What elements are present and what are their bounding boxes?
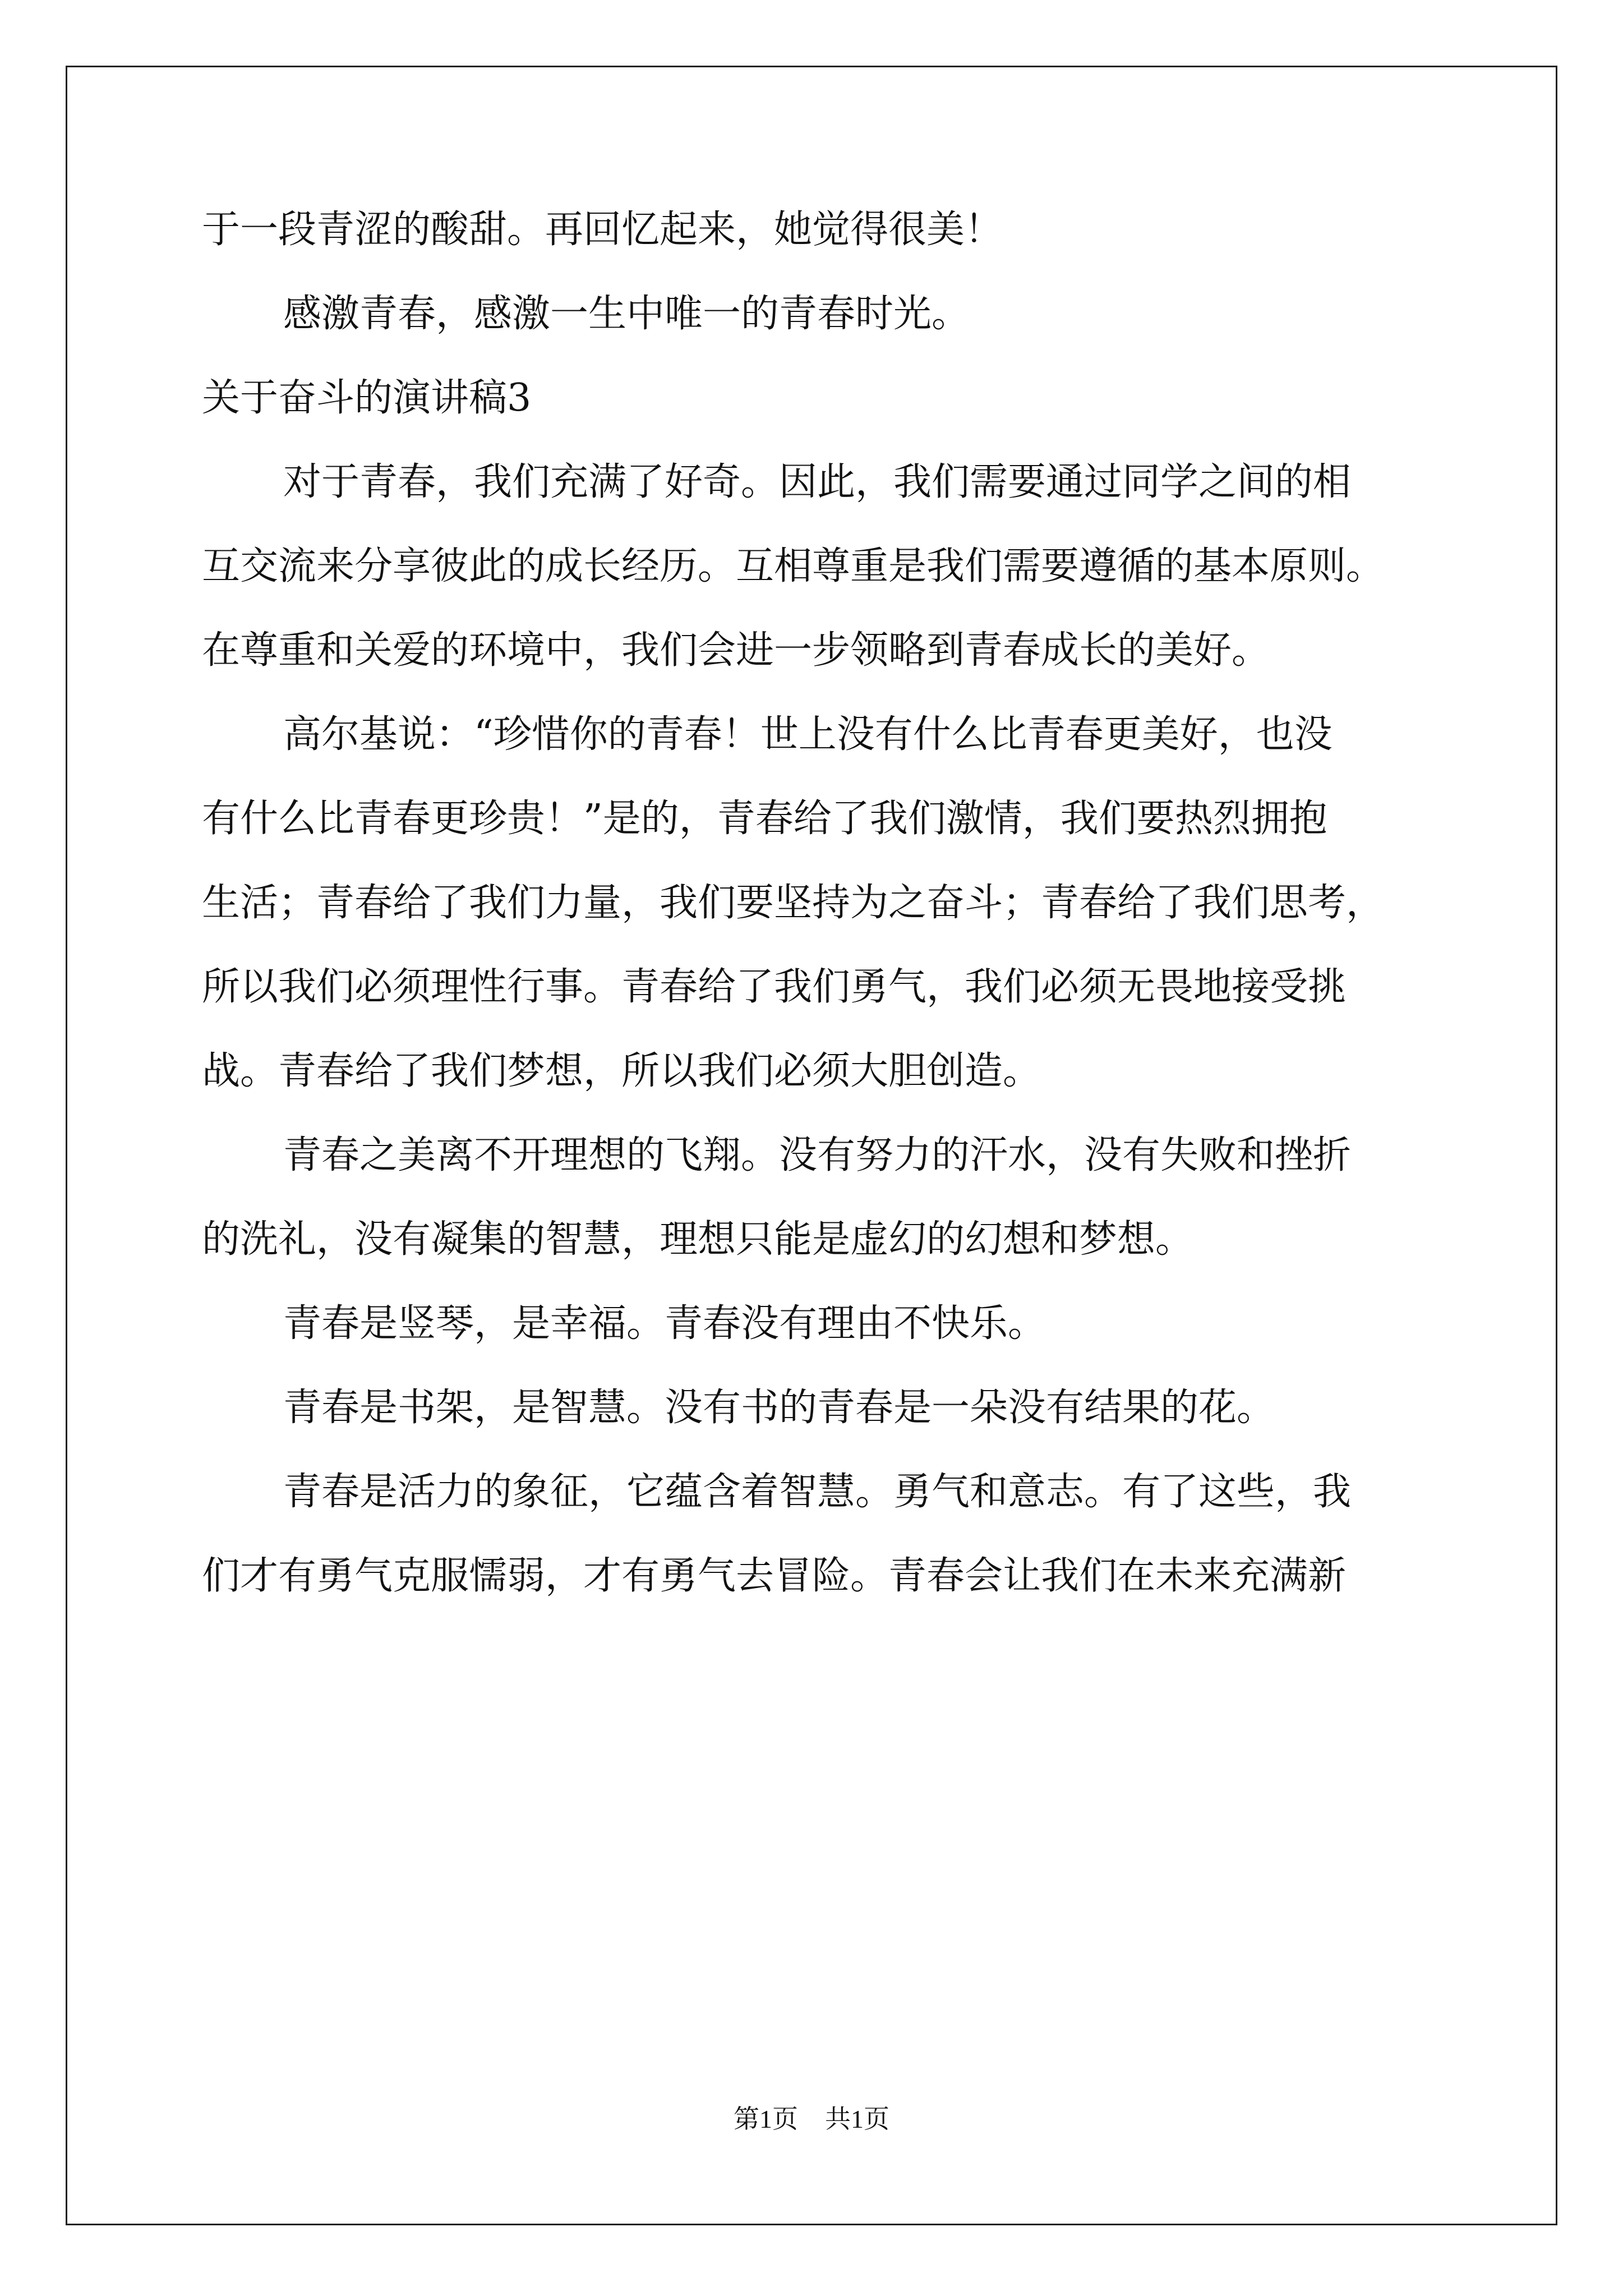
page-number: 第1页 [734, 2105, 798, 2133]
body-text-line: 在尊重和关爱的环境中，我们会进一步领略到青春成长的美好。 [202, 628, 1270, 673]
body-text-line: 生活；青春给了我们力量，我们要坚持为之奋斗；青春给了我们思考， [202, 881, 1385, 925]
body-text-line: 青春是书架，是智慧。没有书的青春是一朵没有结果的花。 [283, 1386, 1275, 1430]
body-text-line: 高尔基说：“珍惜你的青春！世上没有什么比青春更美好，也没 [283, 712, 1332, 757]
section-heading: 关于奋斗的演讲稿3 [202, 376, 532, 420]
body-text-line: 的洗礼，没有凝集的智慧，理想只能是虚幻的幻想和梦想。 [202, 1217, 1194, 1262]
body-text-line: 青春之美离不开理想的飞翔。没有努力的汗水，没有失败和挫折 [283, 1133, 1352, 1177]
body-text-line: 有什么比青春更珍贵！”是的，青春给了我们激情，我们要热烈拥抱 [202, 797, 1327, 841]
page-total: 共1页 [825, 2105, 889, 2133]
body-text-line: 战。青春给了我们梦想，所以我们必须大胆创造。 [202, 1049, 1041, 1093]
body-text-line: 互交流来分享彼此的成长经历。互相尊重是我们需要遵循的基本原则。 [202, 544, 1385, 588]
body-text-line: 青春是活力的象征，它蕴含着智慧。勇气和意志。有了这些，我 [283, 1470, 1352, 1514]
body-text-line: 所以我们必须理性行事。青春给了我们勇气，我们必须无畏地接受挑 [202, 965, 1347, 1009]
body-text-line: 对于青春，我们充满了好奇。因此，我们需要通过同学之间的相 [283, 460, 1352, 504]
body-text-line: 感激青春，感激一生中唯一的青春时光。 [283, 292, 970, 336]
body-text-line: 于一段青涩的酸甜。再回忆起来，她觉得很美！ [202, 208, 1003, 252]
body-text-line: 青春是竖琴，是幸福。青春没有理由不快乐。 [283, 1301, 1046, 1346]
body-text-line: 们才有勇气克服懦弱，才有勇气去冒险。青春会让我们在未来充满新 [202, 1554, 1347, 1598]
page-footer [0, 2104, 1623, 2135]
